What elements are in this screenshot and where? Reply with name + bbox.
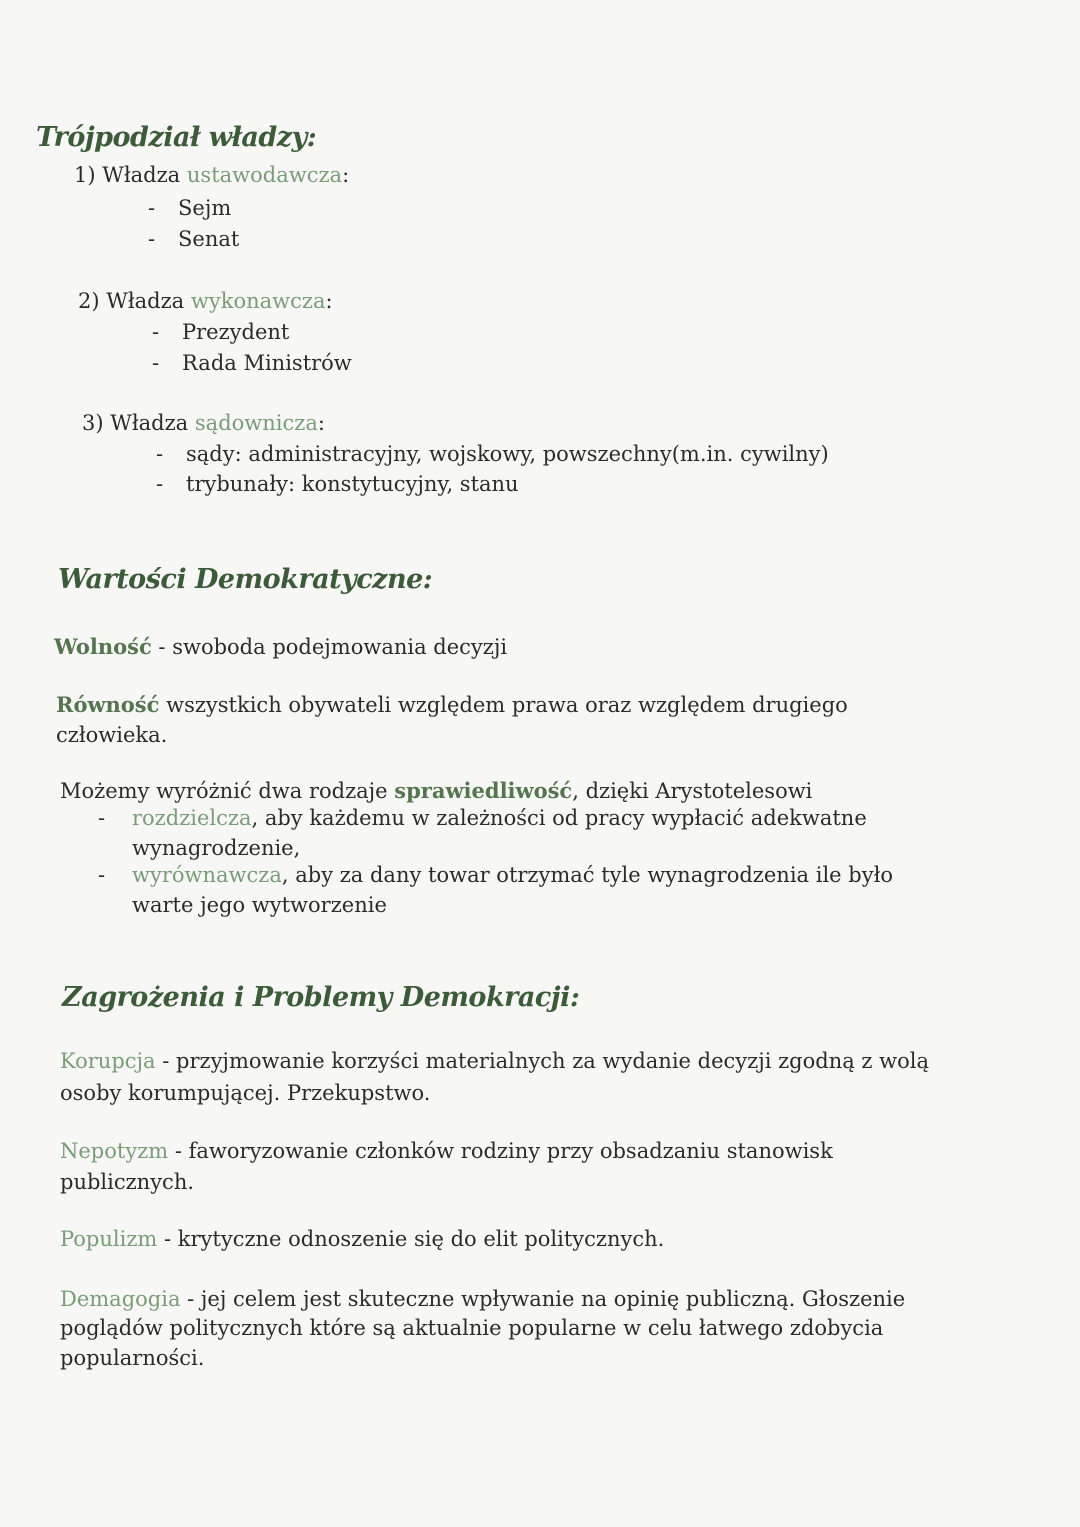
demagogia-line3: popularności. — [60, 1346, 205, 1370]
rozdzielcza-line2: wynagrodzenie, — [132, 836, 301, 860]
term-rozdzielcza: rozdzielcza — [132, 806, 252, 830]
term-nepotyzm: Nepotyzm — [60, 1139, 169, 1163]
term-wyrownawcza: wyrównawcza — [132, 863, 282, 887]
sprawiedliwosc-line: Możemy wyróżnić dwa rodzaje sprawiedliwość, dzięki Arystotelesowi — [60, 778, 813, 803]
sub-item: - trybunały: konstytucyjny, stanu — [156, 472, 519, 496]
term-ustawodawcza: ustawodawcza — [186, 163, 343, 187]
item-2: 2) Władza wykonawcza: — [78, 289, 333, 313]
rownosc-line2: człowieka. — [56, 723, 168, 747]
populizm-line: Populizm - krytyczne odnoszenie się do elit politycznych. — [60, 1227, 665, 1251]
rozdzielcza-line1: - rozdzielcza, aby każdemu w zależności od pracy wypłacić adekwatne — [98, 806, 867, 830]
heading-trojpodzial: Trójpodział władzy: — [36, 122, 317, 153]
nepotyzm-line1: Nepotyzm - faworyzowanie członków rodziny przy obsadzaniu stanowisk — [60, 1139, 833, 1163]
term-sprawiedliwosc: sprawiedliwość — [394, 778, 573, 803]
item-3: 3) Władza sądownicza: — [82, 411, 325, 435]
wyrownawcza-line2: warte jego wytworzenie — [132, 893, 387, 917]
demagogia-line1: Demagogia - jej celem jest skuteczne wpływanie na opinię publiczną. Głoszenie — [60, 1287, 906, 1311]
term-wykonawcza: wykonawcza — [190, 289, 326, 313]
demagogia-line2: poglądów politycznych które są aktualnie popularne w celu łatwego zdobycia — [60, 1316, 884, 1340]
wolnosc-line: Wolność - swoboda podejmowania decyzji — [54, 634, 508, 659]
sub-item: - Prezydent — [152, 320, 290, 344]
term-korupcja: Korupcja — [60, 1049, 156, 1073]
sub-item: - sądy: administracyjny, wojskowy, powszechny(m.in. cywilny) — [156, 442, 829, 466]
rownosc-line1: Równość wszystkich obywateli względem prawa oraz względem drugiego — [56, 692, 848, 717]
sub-item: - Rada Ministrów — [152, 351, 352, 375]
term-wolnosc: Wolność — [54, 634, 152, 659]
term-rownosc: Równość — [56, 692, 160, 717]
sub-item: - Sejm — [148, 196, 232, 220]
korupcja-line2: osoby korumpującej. Przekupstwo. — [60, 1081, 431, 1105]
sub-item: - Senat — [148, 227, 240, 251]
heading-zagrozenia: Zagrożenia i Problemy Demokracji: — [62, 982, 580, 1013]
term-sadownicza: sądownicza — [194, 411, 318, 435]
heading-wartosci: Wartości Demokratyczne: — [58, 564, 433, 595]
item-1: 1) Władza ustawodawcza: — [74, 163, 350, 187]
term-demagogia: Demagogia — [60, 1287, 181, 1311]
term-populizm: Populizm — [60, 1227, 158, 1251]
nepotyzm-line2: publicznych. — [60, 1170, 195, 1194]
wyrownawcza-line1: - wyrównawcza, aby za dany towar otrzymać tyle wynagrodzenia ile było — [98, 863, 894, 887]
korupcja-line1: Korupcja - przyjmowanie korzyści materialnych za wydanie decyzji zgodną z wolą — [60, 1049, 930, 1073]
